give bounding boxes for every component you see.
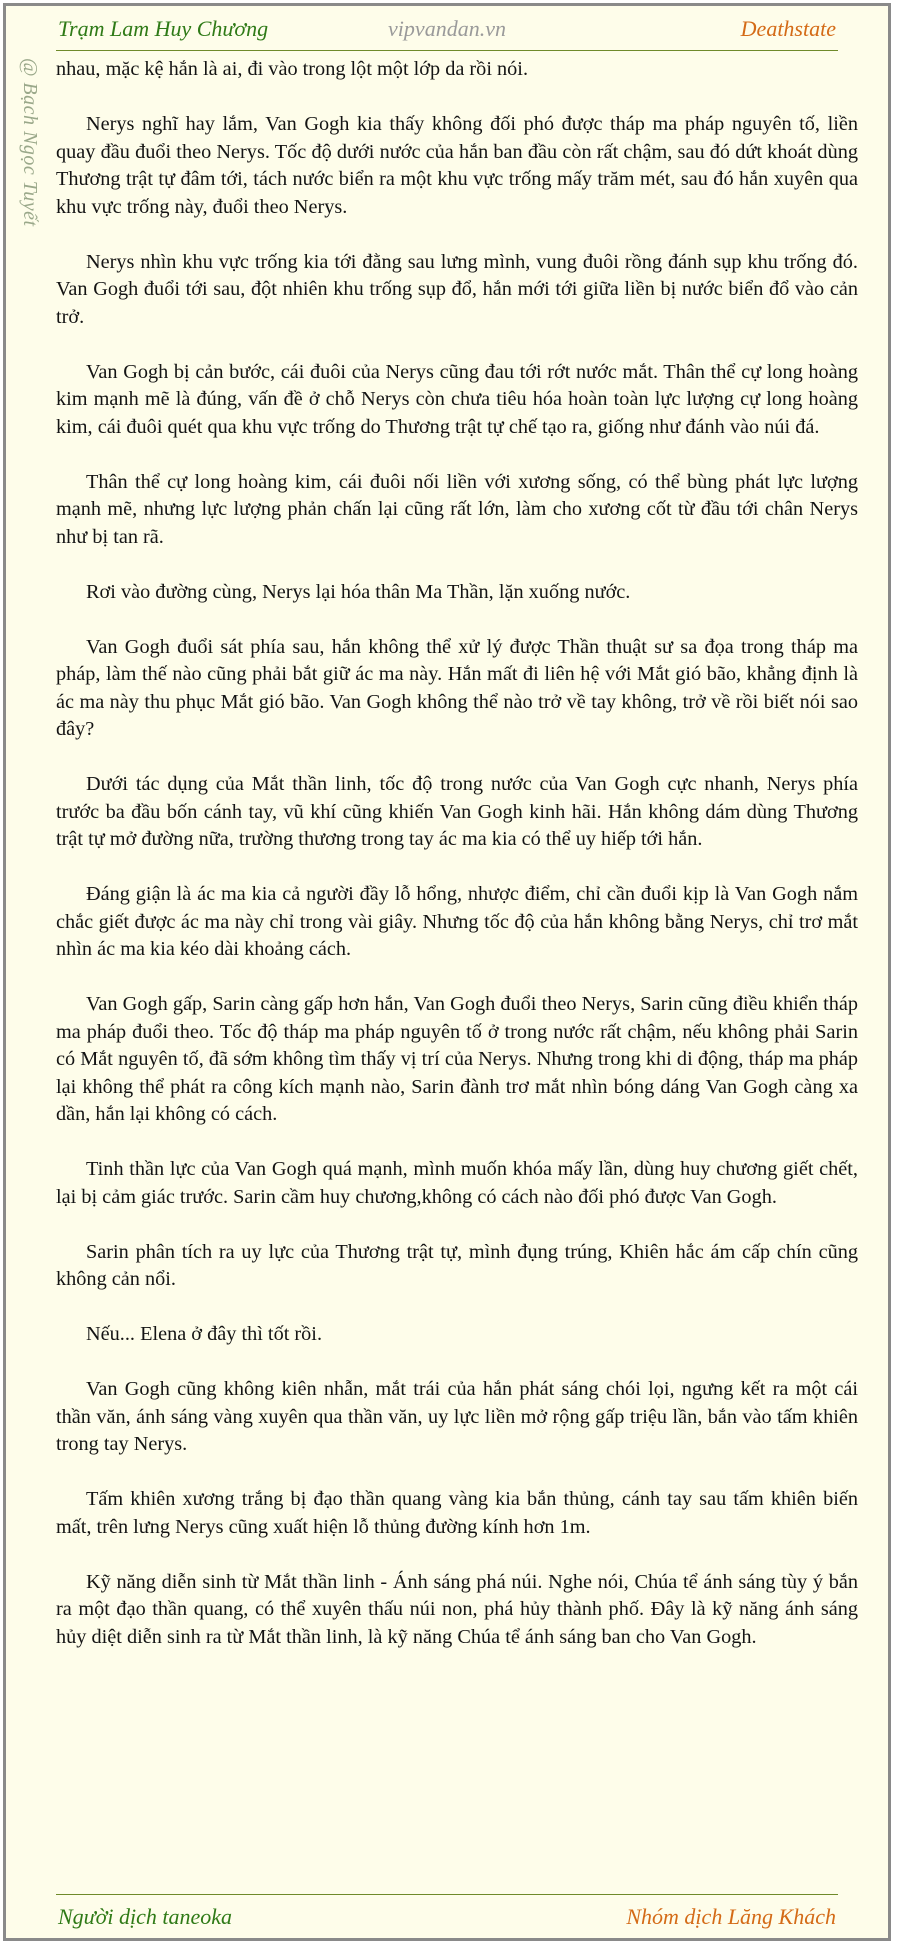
header-author: Deathstate: [740, 16, 836, 41]
paragraph: Van Gogh gấp, Sarin càng gấp hơn hắn, Van Gogh đuổi theo Nerys, Sarin cũng điều khiển tháp ma pháp đuổi theo. Tốc độ tháp ma pháp nguyên tố ở trong nước rất chậm, nếu không phải Sarin có Mắt nguyên tố, đã sớm không tìm thấy vị trí của Nerys. Nhưng trong khi di động, tháp ma pháp lại không thể phát ra công kích mạnh nào, Sarin đành trơ mắt nhìn bóng dáng Van Gogh càng xa dần, hắn lại không có cách.: [56, 993, 858, 1125]
paragraph: Nerys nghĩ hay lắm, Van Gogh kia thấy không đối phó được tháp ma pháp nguyên tố, liền quay đầu đuổi theo Nerys. Tốc độ dưới nước của hắn ban đầu còn rất chậm, sau đó dứt khoát dùng Thương trật tự đâm tới, tách nước biển ra một khu vực trống mấy trăm mét, sau đó hắn xuyên qua khu vực trống này, đuổi theo Nerys.: [56, 113, 858, 218]
paragraph: Rơi vào đường cùng, Nerys lại hóa thân Ma Thần, lặn xuống nước.: [86, 580, 631, 603]
page-footer: [56, 1894, 838, 1935]
paragraph: Sarin phân tích ra uy lực của Thương trật tự, mình đụng trúng, Khiên hắc ám cấp chín cũng không cản nổi.: [56, 1240, 858, 1290]
paragraph: Đáng giận là ác ma kia cả người đầy lỗ hổng, nhược điểm, chỉ cần đuổi kịp là Van Gogh nắm chắc giết được ác ma này chỉ trong vài giây. Nhưng tốc độ của hắn không bằng Nerys, chỉ trơ mắt nhìn ác ma kia kéo dài khoảng cách.: [56, 883, 858, 960]
paragraph: Nếu... Elena ở đây thì tốt rồi.: [86, 1323, 323, 1345]
footer-translator: Người dịch taneoka: [58, 1904, 233, 1929]
paragraph: Kỹ năng diễn sinh từ Mắt thần linh - Ánh sáng phá núi. Nghe nói, Chúa tể ánh sáng tùy ý bắn ra một đạo thần quang, có thể xuyên thấu núi non, phá hủy thành phố. Đây là kỹ năng ánh sáng hủy diệt diễn sinh ra từ Mắt thần linh, là kỹ năng Chúa tể ánh sáng ban cho Van Gogh.: [56, 1570, 858, 1648]
paragraph: Nerys nhìn khu vực trống kia tới đằng sau lưng mình, vung đuôi rồng đánh sụp khu trống đó. Van Gogh đuổi tới sau, đột nhiên khu trống sụp đổ, hắn mới tới giữa liền bị nước biển đổ vào cản trở.: [56, 250, 858, 328]
paragraph: Dưới tác dụng của Mắt thần linh, tốc độ trong nước của Van Gogh cực nhanh, Nerys phía trước ba đầu bốn cánh tay, vũ khí cũng khiến Van Gogh kinh hãi. Hắn không dám dùng Thương trật tự mở đường nữa, trường thương trong tay ác ma kia có thể uy hiếp tới hắn.: [56, 773, 858, 850]
footer-translation-group: Nhóm dịch Lăng Khách: [626, 1904, 836, 1929]
paragraph: Tinh thần lực của Van Gogh quá mạnh, mình muốn khóa mấy lần, dùng huy chương giết chết, lại bị cảm giác trước. Sarin cầm huy chương,không có cách nào đối phó được Van Gogh.: [56, 1158, 858, 1208]
paragraph: Tấm khiên xương trắng bị đạo thần quang vàng kia bắn thủng, cánh tay sau tấm khiên biến mất, trên lưng Nerys cũng xuất hiện lỗ thủng đường kính hơn 1m.: [56, 1488, 858, 1538]
paragraph: Van Gogh bị cản bước, cái đuôi của Nerys cũng đau tới rớt nước mắt. Thân thể cự long hoàng kim mạnh mẽ là đúng, vấn đề ở chỗ Nerys còn chưa tiêu hóa hoàn toàn lực lượng cự long hoàng kim, cái đuôi quét qua khu vực trống do Thương trật tự chế tạo ra, giống như đánh vào núi đá.: [56, 360, 858, 438]
ebook-page: [3, 3, 891, 1941]
side-credit-label: @ Bạch Ngọc Tuyết: [19, 58, 41, 227]
page-header: [56, 10, 838, 51]
paragraph: Van Gogh đuổi sát phía sau, hắn không thể xử lý được Thần thuật sư sa đọa trong tháp ma pháp, làm thế nào cũng phải bắt giữ ác ma này. Hắn mất đi liên hệ với Mắt gió bão, khẳng định là ác ma này thu phục Mắt gió bão. Van Gogh không thể nào trở về tay không, trở về rồi biết nói sao đây?: [56, 635, 858, 740]
paragraph: Van Gogh cũng không kiên nhẫn, mắt trái của hắn phát sáng chói lọi, ngưng kết ra một cái thần văn, ánh sáng vàng xuyên qua thần văn, uy lực liền mở rộng gấp triệu lần, bắn vào tấm khiên trong tay Nerys.: [56, 1378, 858, 1455]
header-book-title: Trạm Lam Huy Chương: [58, 16, 269, 41]
chapter-body: [56, 56, 858, 1679]
paragraph: Thân thể cự long hoàng kim, cái đuôi nối liền với xương sống, có thể bùng phát lực lượng mạnh mẽ, nhưng lực lượng phản chấn lại cũng rất lớn, làm cho xương cốt từ đầu tới chân Nerys như bị tan rã.: [56, 470, 858, 548]
header-site-watermark: vipvandan.vn: [388, 16, 506, 41]
paragraph: nhau, mặc kệ hắn là ai, đi vào trong lột một lớp da rồi nói.: [56, 58, 529, 80]
